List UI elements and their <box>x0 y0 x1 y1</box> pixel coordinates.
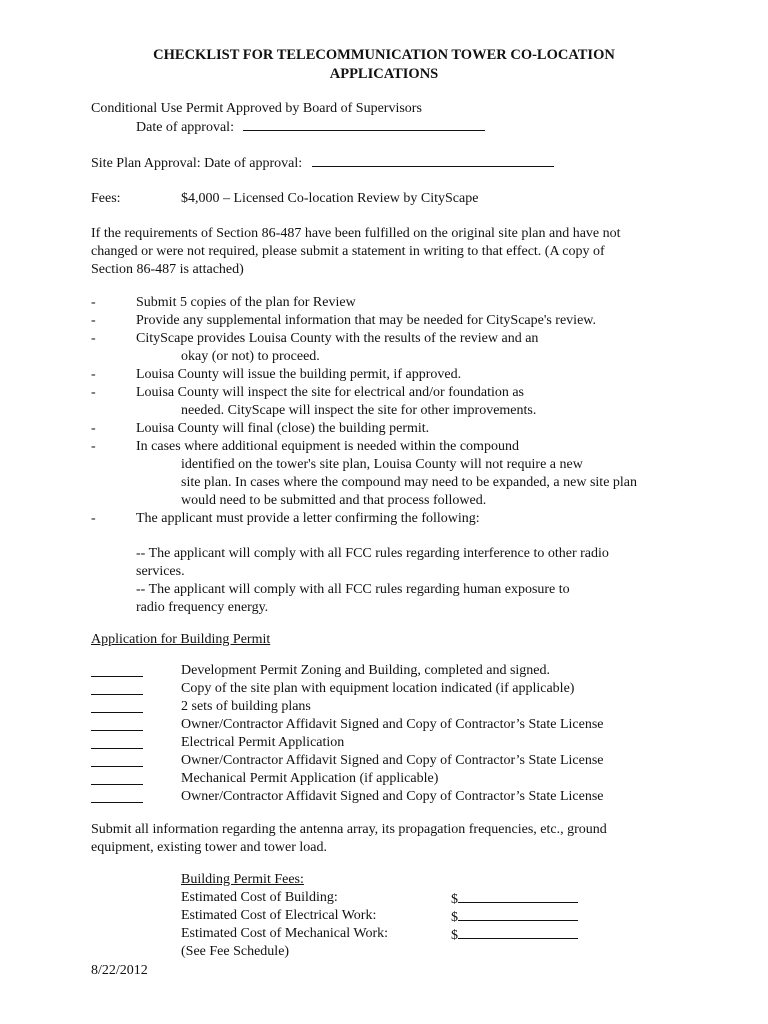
bullet-5-line-2: needed. CityScape will inspect the site for other improvements. <box>181 403 537 418</box>
checklist-item: 2 sets of building plans <box>181 699 311 714</box>
checklist-item: Owner/Contractor Affidavit Signed and Copy of Contractor’s State License <box>181 753 604 768</box>
cup-date-row <box>136 118 485 137</box>
currency-symbol: $ <box>451 892 458 907</box>
bullet-5-line-1: Louisa County will inspect the site for electrical and/or foundation as <box>136 385 525 400</box>
bullet-4: Louisa County will issue the building permit, if approved. <box>136 367 462 382</box>
fee-schedule-note: (See Fee Schedule) <box>181 944 290 959</box>
intro-line-2: changed or were not required, please submit a statement in writing to that effect. (A copy of <box>91 244 605 259</box>
intro-line-3: Section 86-487 is attached) <box>91 262 244 277</box>
site-plan-date-blank[interactable] <box>312 154 554 167</box>
bullet-3-line-1: CityScape provides Louisa County with the results of the review and an <box>136 331 539 346</box>
checklist-blank[interactable] <box>91 717 143 731</box>
bullet-7-line-4: would need to be submitted and that process followed. <box>181 493 487 508</box>
bullet-8: The applicant must provide a letter confirming the following: <box>136 511 480 526</box>
checklist-item: Owner/Contractor Affidavit Signed and Copy of Contractor’s State License <box>181 789 604 804</box>
checklist-blank[interactable] <box>91 663 143 677</box>
cost-electrical-blank[interactable] <box>458 907 578 921</box>
checklist-blank[interactable] <box>91 681 143 695</box>
cost-mechanical-label: Estimated Cost of Mechanical Work: <box>181 926 389 941</box>
cost-electrical-label: Estimated Cost of Electrical Work: <box>181 908 377 923</box>
cup-heading: Conditional Use Permit Approved by Board of Supervisors <box>91 101 422 116</box>
bullet-marker: - <box>91 331 96 346</box>
currency-symbol: $ <box>451 910 458 925</box>
bullet-marker: - <box>91 385 96 400</box>
submit-line-1: Submit all information regarding the antenna array, its propagation frequencies, etc., ground <box>91 822 607 837</box>
bullet-marker: - <box>91 313 96 328</box>
fcc-line-3: -- The applicant will comply with all FCC rules regarding human exposure to <box>136 582 570 597</box>
checklist-blank[interactable] <box>91 753 143 767</box>
document-title <box>0 46 768 84</box>
cost-electrical-field[interactable] <box>451 907 578 927</box>
checklist-blank[interactable] <box>91 699 143 713</box>
bullet-7-line-1: In cases where additional equipment is needed within the compound <box>136 439 519 454</box>
site-plan-row <box>91 154 554 173</box>
cost-building-blank[interactable] <box>458 889 578 903</box>
bullet-2: Provide any supplemental information that may be needed for CityScape's review. <box>136 313 596 328</box>
intro-line-1: If the requirements of Section 86-487 have been fulfilled on the original site plan and have not <box>91 226 621 241</box>
bullet-marker: - <box>91 367 96 382</box>
bullet-6: Louisa County will final (close) the building permit. <box>136 421 430 436</box>
cost-mechanical-field[interactable] <box>451 925 578 945</box>
checklist-blank[interactable] <box>91 771 143 785</box>
cup-date-label: Date of approval: <box>136 120 234 135</box>
footer-date: 8/22/2012 <box>91 963 148 978</box>
checklist-item: Development Permit Zoning and Building, completed and signed. <box>181 663 550 678</box>
fcc-line-2: services. <box>136 564 185 579</box>
title-line-2: APPLICATIONS <box>329 66 439 82</box>
bullet-7-line-2: identified on the tower's site plan, Louisa County will not require a new <box>181 457 583 472</box>
checklist-item: Electrical Permit Application <box>181 735 345 750</box>
cost-mechanical-blank[interactable] <box>458 925 578 939</box>
bullet-marker: - <box>91 421 96 436</box>
cup-date-blank[interactable] <box>243 118 485 131</box>
cost-building-field[interactable] <box>451 889 578 909</box>
building-permit-heading: Application for Building Permit <box>91 632 271 647</box>
bullet-marker: - <box>91 295 96 310</box>
fcc-line-1: -- The applicant will comply with all FCC rules regarding interference to other radio <box>136 546 609 561</box>
site-plan-label: Site Plan Approval: Date of approval: <box>91 156 303 171</box>
submit-line-2: equipment, existing tower and tower load. <box>91 840 327 855</box>
checklist-blank[interactable] <box>91 789 143 803</box>
fees-value: $4,000 – Licensed Co-location Review by CityScape <box>181 191 479 206</box>
fcc-line-4: radio frequency energy. <box>136 600 269 615</box>
permit-fees-heading: Building Permit Fees: <box>181 872 304 887</box>
bullet-marker: - <box>91 439 96 454</box>
bullet-3-line-2: okay (or not) to proceed. <box>181 349 320 364</box>
checklist-blank[interactable] <box>91 735 143 749</box>
bullet-marker: - <box>91 511 96 526</box>
bullet-1: Submit 5 copies of the plan for Review <box>136 295 356 310</box>
checklist-item: Owner/Contractor Affidavit Signed and Copy of Contractor’s State License <box>181 717 604 732</box>
fees-label: Fees: <box>91 191 121 206</box>
cost-building-label: Estimated Cost of Building: <box>181 890 338 905</box>
checklist-item: Mechanical Permit Application (if applicable) <box>181 771 439 786</box>
title-line-1: CHECKLIST FOR TELECOMMUNICATION TOWER CO-LOCATION <box>153 47 615 63</box>
checklist-item: Copy of the site plan with equipment location indicated (if applicable) <box>181 681 575 696</box>
bullet-7-line-3: site plan. In cases where the compound may need to be expanded, a new site plan <box>181 475 638 490</box>
currency-symbol: $ <box>451 928 458 943</box>
